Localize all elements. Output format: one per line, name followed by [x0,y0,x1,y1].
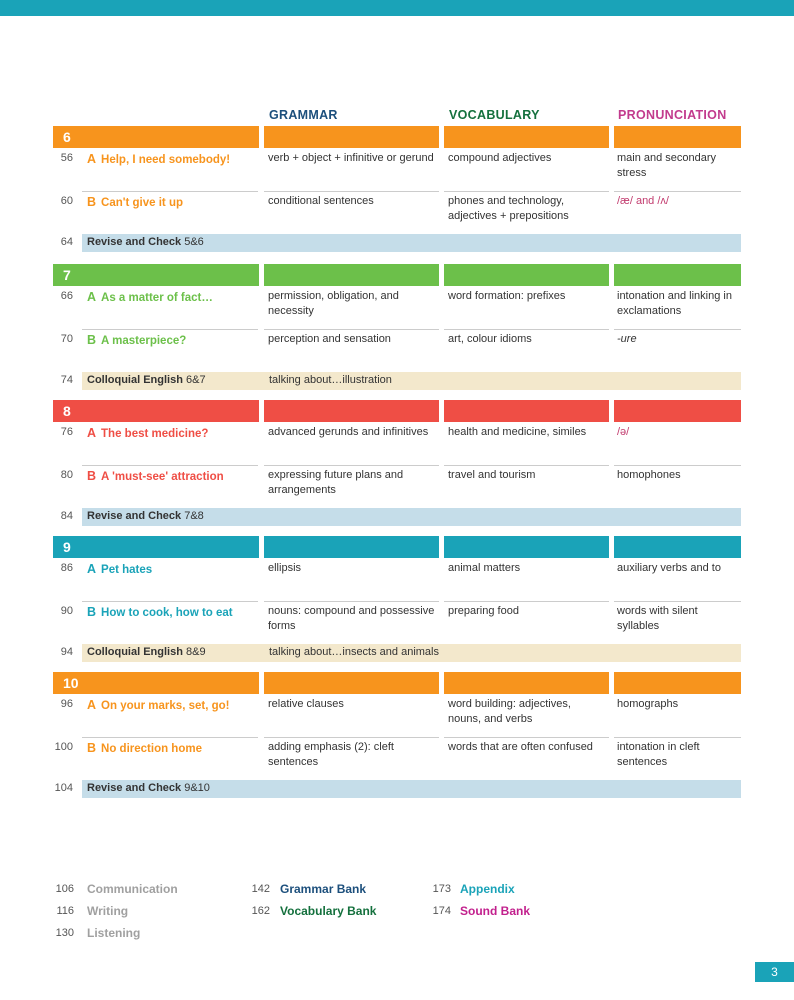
footer-page-number: 142 [251,883,270,895]
band-title-text: Revise and Check [87,510,182,522]
pronunciation-cell: homophones [617,469,681,481]
lesson-title-text: How to cook, how to eat [101,607,233,619]
grammar-cell: permission, obligation, and necessity [268,290,399,317]
lesson-page-number: 96 [60,698,73,710]
lesson-page-number: 56 [60,152,73,164]
band-title [87,374,206,386]
row-separator [614,329,741,330]
pronunciation-cell: /ə/ [617,426,630,438]
row-separator [444,329,609,330]
pronunciation-cell: intonation in cleft sentences [617,741,700,768]
row-separator [264,465,439,466]
pronunciation-cell: homographs [617,698,679,710]
lesson-title [87,562,152,576]
row-separator [444,191,609,192]
unit-color-bar [264,264,439,286]
band-title [87,782,210,794]
grammar-cell: relative clauses [268,698,344,710]
lesson-title-text: Help, I need somebody! [101,154,231,166]
vocabulary-cell: word formation: prefixes [448,290,566,302]
row-separator [82,191,258,192]
colloquial-english-band [82,372,741,390]
lesson-title-text: As a matter of fact… [101,292,213,304]
unit-color-bar [614,264,741,286]
lesson-title [87,290,213,304]
lesson-title-text: On your marks, set, go! [101,700,230,712]
grammar-cell: adding emphasis (2): cleft sentences [268,741,394,768]
unit-number: 9 [63,539,71,555]
top-color-bar [0,0,794,16]
grammar-cell: perception and sensation [268,333,391,345]
unit-color-bar [444,672,609,694]
band-subtitle: talking about…insects and animals [269,646,439,658]
band-page-number: 104 [54,782,73,794]
row-separator [614,601,741,602]
unit-color-bar [53,126,259,148]
band-title-text: Revise and Check [87,782,182,794]
lesson-title [87,741,202,755]
row-separator [264,601,439,602]
band-title-text: Colloquial English [87,646,183,658]
revise-and-check-band [82,780,741,798]
lesson-page-number: 80 [60,469,73,481]
lesson-letter: B [87,741,97,755]
band-page-number: 84 [60,510,73,522]
unit-number: 8 [63,403,71,419]
band-suffix: 6&7 [186,374,206,386]
unit-color-bar [53,536,259,558]
unit-color-bar [264,536,439,558]
grammar-cell: nouns: compound and possessive forms [268,605,435,632]
row-separator [444,737,609,738]
row-separator [444,601,609,602]
lesson-page-number: 76 [60,426,73,438]
row-separator [82,329,258,330]
pronunciation-header: PRONUNCIATION [618,108,727,122]
vocabulary-cell: word building: adjectives, nouns, and verbs [448,698,571,725]
lesson-title [87,333,186,347]
footer-link-label: Appendix [460,882,515,896]
footer-page-number: 162 [251,905,270,917]
footer-page-number: 106 [55,883,74,895]
band-title-text: Revise and Check [87,236,182,248]
lesson-page-number: 90 [60,605,73,617]
lesson-letter: A [87,290,97,304]
lesson-letter: A [87,562,97,576]
lesson-page-number: 60 [60,195,73,207]
vocabulary-cell: compound adjectives [448,152,552,164]
band-suffix: 5&6 [184,236,204,248]
pronunciation-cell: main and secondary stress [617,152,717,179]
unit-color-bar [444,536,609,558]
unit-color-bar [614,536,741,558]
vocabulary-cell: phones and technology, adjectives + prepositions [448,195,569,222]
row-separator [82,465,258,466]
vocabulary-cell: preparing food [448,605,519,617]
lesson-letter: B [87,333,97,347]
unit-number: 6 [63,129,71,145]
footer-link-label: Vocabulary Bank [280,904,377,918]
vocabulary-cell: art, colour idioms [448,333,532,345]
band-page-number: 64 [60,236,73,248]
lesson-letter: A [87,698,97,712]
pronunciation-cell: /æ/ and /ʌ/ [617,195,669,207]
unit-color-bar [444,264,609,286]
row-separator [82,737,258,738]
grammar-cell: expressing future plans and arrangements [268,469,404,496]
lesson-letter: A [87,152,97,166]
footer-link-label: Writing [87,904,129,918]
footer-page-number: 173 [432,883,451,895]
footer-page-number: 130 [55,927,74,939]
unit-color-bar [444,400,609,422]
unit-color-bar [444,126,609,148]
grammar-cell: ellipsis [268,562,302,574]
lesson-title-text: Pet hates [101,564,153,576]
row-separator [82,601,258,602]
band-page-number: 74 [60,374,73,386]
band-title [87,646,206,658]
unit-color-bar [264,400,439,422]
lesson-page-number: 66 [60,290,73,302]
lesson-letter: B [87,469,97,483]
row-separator [264,191,439,192]
unit-color-bar [264,672,439,694]
lesson-title [87,698,229,712]
footer-link-label: Communication [87,882,178,896]
row-separator [614,465,741,466]
grammar-cell: verb + object + infinitive or gerund [268,152,434,164]
grammar-header: GRAMMAR [269,108,338,122]
row-separator [614,191,741,192]
revise-and-check-band [82,508,741,526]
row-separator [444,465,609,466]
lesson-title-text: A 'must-see' attraction [101,471,224,483]
footer-link-label: Grammar Bank [280,882,367,896]
revise-and-check-band [82,234,741,252]
vocabulary-cell: health and medicine, similes [448,426,587,438]
band-title [87,510,204,522]
lesson-title [87,426,208,440]
pronunciation-cell: intonation and linking in exclamations [617,290,732,317]
band-page-number: 94 [60,646,73,658]
unit-number: 10 [63,675,79,691]
row-separator [264,737,439,738]
vocabulary-cell: words that are often confused [448,741,593,753]
lesson-title-text: Can't give it up [101,197,183,209]
band-suffix: 8&9 [186,646,206,658]
unit-color-bar [53,264,259,286]
pronunciation-cell: words with silent syllables [617,605,698,632]
lesson-title [87,605,233,619]
band-suffix: 9&10 [184,782,210,794]
unit-number: 7 [63,267,71,283]
lesson-title-text: No direction home [101,743,202,755]
vocabulary-cell: animal matters [448,562,521,574]
row-separator [614,737,741,738]
grammar-cell: advanced gerunds and infinitives [268,426,429,438]
band-subtitle: talking about…illustration [269,374,392,386]
footer-page-number: 174 [432,905,451,917]
lesson-letter: A [87,426,97,440]
footer-link-label: Sound Bank [460,904,531,918]
pronunciation-cell: auxiliary verbs and to [617,562,721,574]
unit-color-bar [53,400,259,422]
unit-color-bar [614,672,741,694]
unit-color-bar [614,126,741,148]
unit-color-bar [614,400,741,422]
row-separator [264,329,439,330]
band-title-text: Colloquial English [87,374,183,386]
colloquial-english-band [82,644,741,662]
lesson-title-text: A masterpiece? [101,335,187,347]
lesson-page-number: 86 [60,562,73,574]
unit-color-bar [53,672,259,694]
vocabulary-header: VOCABULARY [449,108,540,122]
footer-page-number: 116 [56,905,74,917]
band-suffix: 7&8 [184,510,204,522]
lesson-title-text: The best medicine? [101,428,209,440]
lesson-title [87,195,183,209]
grammar-cell: conditional sentences [268,195,374,207]
lesson-page-number: 100 [54,741,73,753]
band-title [87,236,204,248]
lesson-title [87,469,224,483]
vocabulary-cell: travel and tourism [448,469,536,481]
lesson-letter: B [87,195,97,209]
footer-link-label: Listening [87,926,141,940]
pronunciation-cell: -ure [617,333,637,345]
unit-color-bar [264,126,439,148]
lesson-letter: B [87,605,97,619]
lesson-page-number: 70 [60,333,73,345]
page-number: 3 [755,962,794,982]
lesson-title [87,152,230,166]
